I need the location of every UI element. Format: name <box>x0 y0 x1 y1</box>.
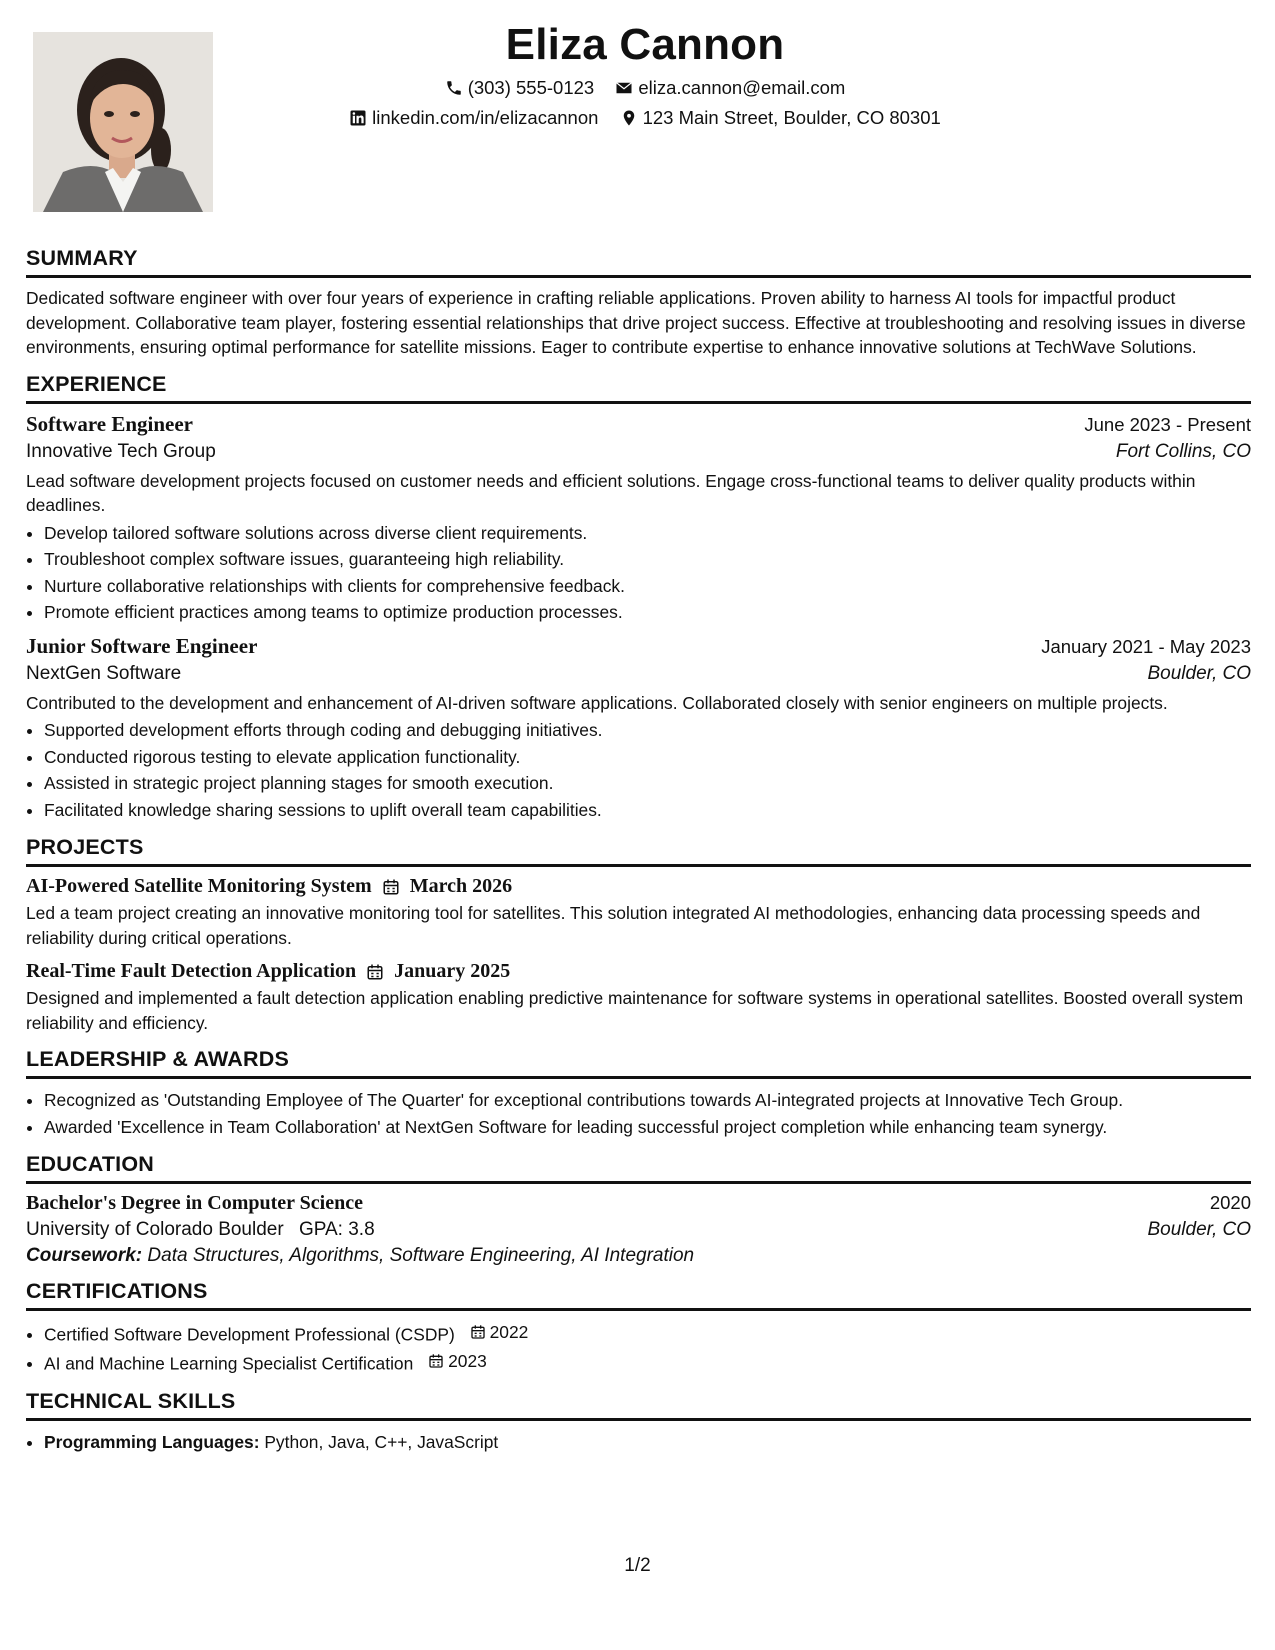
projects-heading: PROJECTS <box>26 835 1251 867</box>
phone-text: (303) 555-0123 <box>467 77 595 98</box>
project-date: March 2026 <box>409 875 513 897</box>
address-contact <box>620 107 941 129</box>
gpa: GPA: 3.8 <box>298 1219 375 1240</box>
degree-title: Bachelor's Degree in Computer Science <box>26 1192 363 1214</box>
map-pin-icon <box>620 109 638 127</box>
job-company: Innovative Tech Group <box>26 440 216 462</box>
list-item: • Promote efficient practices among teams to optimize production processes. <box>44 599 1251 626</box>
leadership-section <box>26 1047 1251 1140</box>
project-description: Led a team project creating an innovative monitoring tool for satellites. This solution integrated AI methodologies, enhancing data processing speeds and reliability during critical operations. <box>26 903 1201 948</box>
job-bullets <box>26 520 1251 626</box>
job-dates: January 2021 - May 2023 <box>1041 635 1251 657</box>
job-title: Software Engineer <box>26 411 194 436</box>
list-item <box>44 1429 1251 1456</box>
summary-text: Dedicated software engineer with over four years of experience in crafting reliable applications. Proven ability to harness AI tools for impactful product development. Collaborative team player, fostering essential relationships that drive project success. Effective at troubleshooting and resolving issues in diverse environments, ensuring optimal performance for satellite missions. Eager to contribute expertise to enhance innovative solutions at TechWave Solutions. <box>26 288 1246 357</box>
job-entry <box>26 634 1251 824</box>
certifications-heading: CERTIFICATIONS <box>26 1279 1251 1311</box>
job-company: NextGen Software <box>26 662 182 684</box>
summary-heading: SUMMARY <box>26 246 1251 278</box>
experience-section <box>26 372 1251 824</box>
list-item: • Conducted rigorous testing to elevate application functionality. <box>44 744 1251 771</box>
school-name: University of Colorado Boulder <box>26 1219 284 1240</box>
list-item: • Develop tailored software solutions across diverse client requirements. <box>44 520 1251 547</box>
phone-contact <box>445 77 595 99</box>
contact-line-2 <box>250 107 1040 132</box>
job-title: Junior Software Engineer <box>26 633 258 658</box>
job-location: Fort Collins, CO <box>1115 440 1251 462</box>
list-item: • Facilitated knowledge sharing sessions to uplift overall team capabilities. <box>44 797 1251 824</box>
email-text[interactable]: eliza.cannon@email.com <box>638 77 846 98</box>
summary-section <box>26 246 1251 360</box>
certification-year: 2023 <box>448 1350 487 1371</box>
projects-section <box>26 835 1251 1035</box>
skills-section <box>26 1389 1251 1456</box>
contact-line-1 <box>250 77 1040 102</box>
graduation-year: 2020 <box>1209 1192 1251 1213</box>
list-item: • Supported development efforts through coding and debugging initiatives. <box>44 717 1251 744</box>
education-heading: EDUCATION <box>26 1152 1251 1184</box>
project-entry <box>26 960 1251 1035</box>
job-entry <box>26 412 1251 626</box>
education-section <box>26 1152 1251 1267</box>
job-bullets <box>26 717 1251 823</box>
linkedin-text[interactable]: linkedin.com/in/elizacannon <box>372 107 599 128</box>
calendar-icon <box>470 1324 486 1340</box>
phone-icon <box>445 79 463 97</box>
job-location: Boulder, CO <box>1147 662 1251 684</box>
leadership-heading: LEADERSHIP & AWARDS <box>26 1047 1251 1079</box>
job-description: Lead software development projects focused on customer needs and efficient solutions. Engage cross-functional teams to deliver quality products within deadlines. <box>26 470 1196 515</box>
experience-heading: EXPERIENCE <box>26 372 1251 404</box>
project-description: Designed and implemented a fault detection application enabling predictive maintenance for software systems in operational satellites. Boosted overall system reliability and efficiency. <box>26 988 1244 1033</box>
certification-year: 2022 <box>489 1322 529 1342</box>
email-contact[interactable] <box>615 77 845 99</box>
certifications-section <box>26 1279 1251 1377</box>
skills-list <box>26 1429 1251 1456</box>
linkedin-icon <box>349 109 367 127</box>
school-location: Boulder, CO <box>1147 1219 1251 1240</box>
calendar-icon <box>366 963 384 981</box>
resume-body <box>26 246 1251 1467</box>
list-item: • Nurture collaborative relationships with clients for comprehensive feedback. <box>44 573 1251 600</box>
certification-name: Certified Software Development Professional (CSDP) <box>44 1324 455 1345</box>
calendar-icon <box>428 1353 444 1369</box>
address-text: 123 Main Street, Boulder, CO 80301 <box>642 107 941 128</box>
leadership-list <box>26 1087 1251 1140</box>
list-item: • Troubleshoot complex software issues, guaranteeing high reliability. <box>44 546 1251 573</box>
coursework-label: Coursework: <box>26 1245 143 1266</box>
candidate-name: Eliza Cannon <box>505 20 785 69</box>
skills-heading: TECHNICAL SKILLS <box>26 1389 1251 1421</box>
linkedin-contact[interactable] <box>349 107 598 129</box>
envelope-icon <box>615 79 633 97</box>
coursework-text: Data Structures, Algorithms, Software Engineering, AI Integration <box>147 1245 695 1266</box>
profile-photo <box>33 32 213 212</box>
certifications-list <box>26 1319 1251 1377</box>
project-title: AI-Powered Satellite Monitoring System <box>26 875 372 897</box>
job-dates: June 2023 - Present <box>1084 413 1251 435</box>
coursework-line <box>26 1245 1251 1267</box>
project-date: January 2025 <box>394 960 511 982</box>
list-item: • Awarded 'Excellence in Team Collaboration' at NextGen Software for leading successful project completion while enhancing team synergy. <box>44 1114 1251 1141</box>
calendar-icon <box>382 878 400 896</box>
list-item <box>44 1348 1251 1377</box>
project-title: Real-Time Fault Detection Application <box>26 960 357 982</box>
page-number: 1/2 <box>624 1555 651 1576</box>
job-description: Contributed to the development and enhancement of AI-driven software applications. Collaborated closely with senior engineers on multiple projects. <box>26 692 1168 713</box>
list-item: • Recognized as 'Outstanding Employee of The Quarter' for exceptional contributions towards AI-integrated projects at Innovative Tech Group. <box>44 1087 1251 1114</box>
skill-label: Programming Languages: <box>44 1431 260 1452</box>
skill-value: Python, Java, C++, JavaScript <box>264 1431 499 1452</box>
list-item <box>44 1319 1251 1348</box>
certification-name: AI and Machine Learning Specialist Certification <box>44 1353 414 1373</box>
project-entry <box>26 875 1251 950</box>
list-item: • Assisted in strategic project planning stages for smooth execution. <box>44 770 1251 797</box>
